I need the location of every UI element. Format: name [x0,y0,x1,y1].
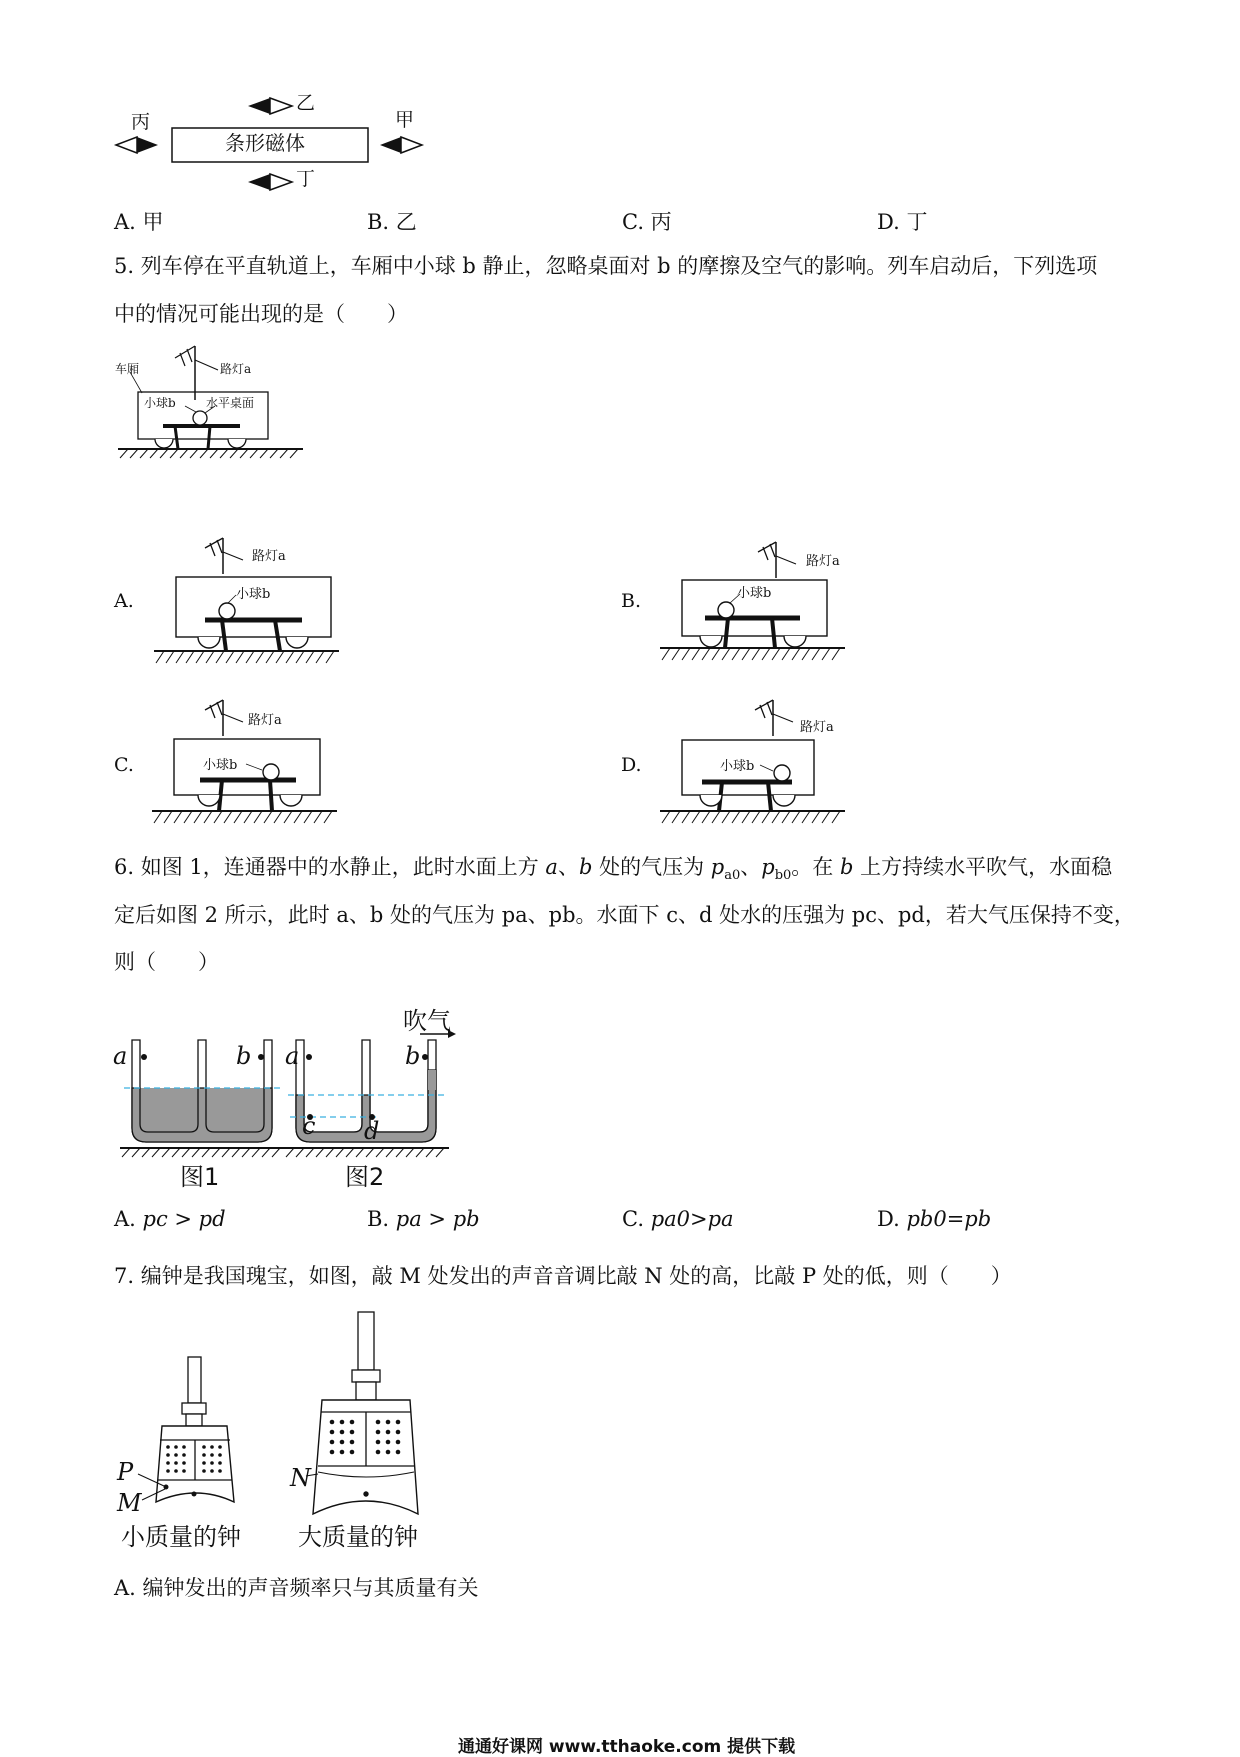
q6-option-a-label: A. [114,1207,136,1231]
q6-pb0-sub: b0 [774,868,792,884]
q6-option-b-text: pa > pb [395,1207,480,1231]
small-bell-icon [138,1357,234,1502]
fig2-point-b: b [405,1042,421,1070]
q6-line1-part2: 处的气压为 [592,855,711,879]
q5-option-b: B. [621,590,642,612]
q5-stem-line2: 中的情况可能出现的是（ ） [114,302,408,326]
compass-yi-label: 乙 [296,92,316,114]
compass-ding-label: 丁 [296,168,316,190]
ball-b-label-c: 小球b [203,758,238,773]
large-bell-icon [306,1312,418,1514]
q5-option-a: A. [114,590,134,612]
ball-b-label-a: 小球b [236,587,271,602]
bell-point-m: M [117,1489,142,1517]
q6-var-b2: b [839,855,854,879]
lamp-a-label-c: 路灯a [248,713,282,728]
lamp-a-label-b: 路灯a [806,554,840,569]
compass-bing-label: 丙 [131,111,151,133]
fig2-point-a: a [285,1042,300,1070]
fig1-caption: 图1 [180,1163,220,1191]
fig1-point-b: b [236,1042,252,1070]
fig2-point-c: c [302,1112,316,1140]
lamp-a-label-a: 路灯a [252,549,286,564]
q6-option-a-text: pc > pd [142,1207,226,1231]
ball-b-label-b: 小球b [737,586,772,601]
q6-var-b: b [578,855,593,879]
q6-option-b-label: B. [367,1207,390,1231]
q6-stem-line3: 则（ ） [114,950,219,974]
q4-option-a: A. 甲 [114,210,164,234]
q5-option-d: D. [621,754,642,776]
q6-stem-line1: 6. 如图 1，连通器中的水静止，此时水面上方 a、b 处的气压为 $p_{a0}$、$p_{b0}$。在 b 上方持续水平吹气，水面稳 [114,855,1113,884]
q6-pa0-p: p [710,855,725,879]
lamp-main-label: 路灯a [220,362,252,376]
q6-option-c-text: pa0>pa [650,1207,734,1231]
fig1-point-a: a [113,1042,128,1070]
small-bell-caption: 小质量的钟 [121,1523,241,1551]
bell-point-n: N [290,1464,311,1492]
q6-line1-part4: 上方持续水平吹气，水面稳 [853,855,1113,879]
q4-option-b: B. 乙 [367,210,417,234]
q6-stem-line2: 定后如图 2 所示，此时 a、b 处的气压为 pa、pb。水面下 c、d 处水的压强为 pc、pd，若大气压保持不变， [114,903,1135,927]
blow-label: 吹气 [403,1007,451,1035]
q6-line1-part1: 6. 如图 1，连通器中的水静止，此时水面上方 [114,855,546,879]
lamp-a-label-d: 路灯a [800,720,834,735]
bell-point-p: P [117,1458,134,1486]
compass-jia-label: 甲 [395,109,415,131]
carriage-label: 车厢 [115,362,140,376]
q6-option-d-text: pb0=pb [906,1207,992,1231]
q6-pa0-sub: a0 [724,868,741,884]
q4-option-d: D. 丁 [877,210,928,234]
fig2-caption: 图2 [345,1163,385,1191]
q6-pb0-p: p [761,855,775,879]
table-main-label: 水平桌面 [206,396,255,410]
magnet-label: 条形磁体 [225,131,305,155]
q7-option-a: A. 编钟发出的声音频率只与其质量有关 [114,1576,479,1600]
q7-stem-line1: 7. 编钟是我国瑰宝，如图，敲 M 处发出的声音音调比敲 N 处的高，比敲 P 处的低，则（ ） [114,1264,1012,1288]
q5-stem-line1: 5. 列车停在平直轨道上，车厢中小球 b 静止，忽略桌面对 b 的摩擦及空气的影响。列车启动后，下列选项 [114,254,1098,278]
q4-option-c: C. 丙 [622,210,672,234]
ball-main-label: 小球b [144,396,176,410]
q6-line1-part3: 。在 [791,855,840,879]
q6-option-d-label: D. [877,1207,900,1231]
q6-option-c-label: C. [622,1207,644,1231]
page-footer: 通通好课网 www.tthaoke.com 提供下载 [458,1737,796,1757]
ball-b-label-d: 小球b [720,759,755,774]
fig2-point-d: d [364,1117,380,1145]
large-bell-caption: 大质量的钟 [298,1523,418,1551]
q6-var-a: a [545,855,558,879]
q5-option-c: C. [114,754,134,776]
